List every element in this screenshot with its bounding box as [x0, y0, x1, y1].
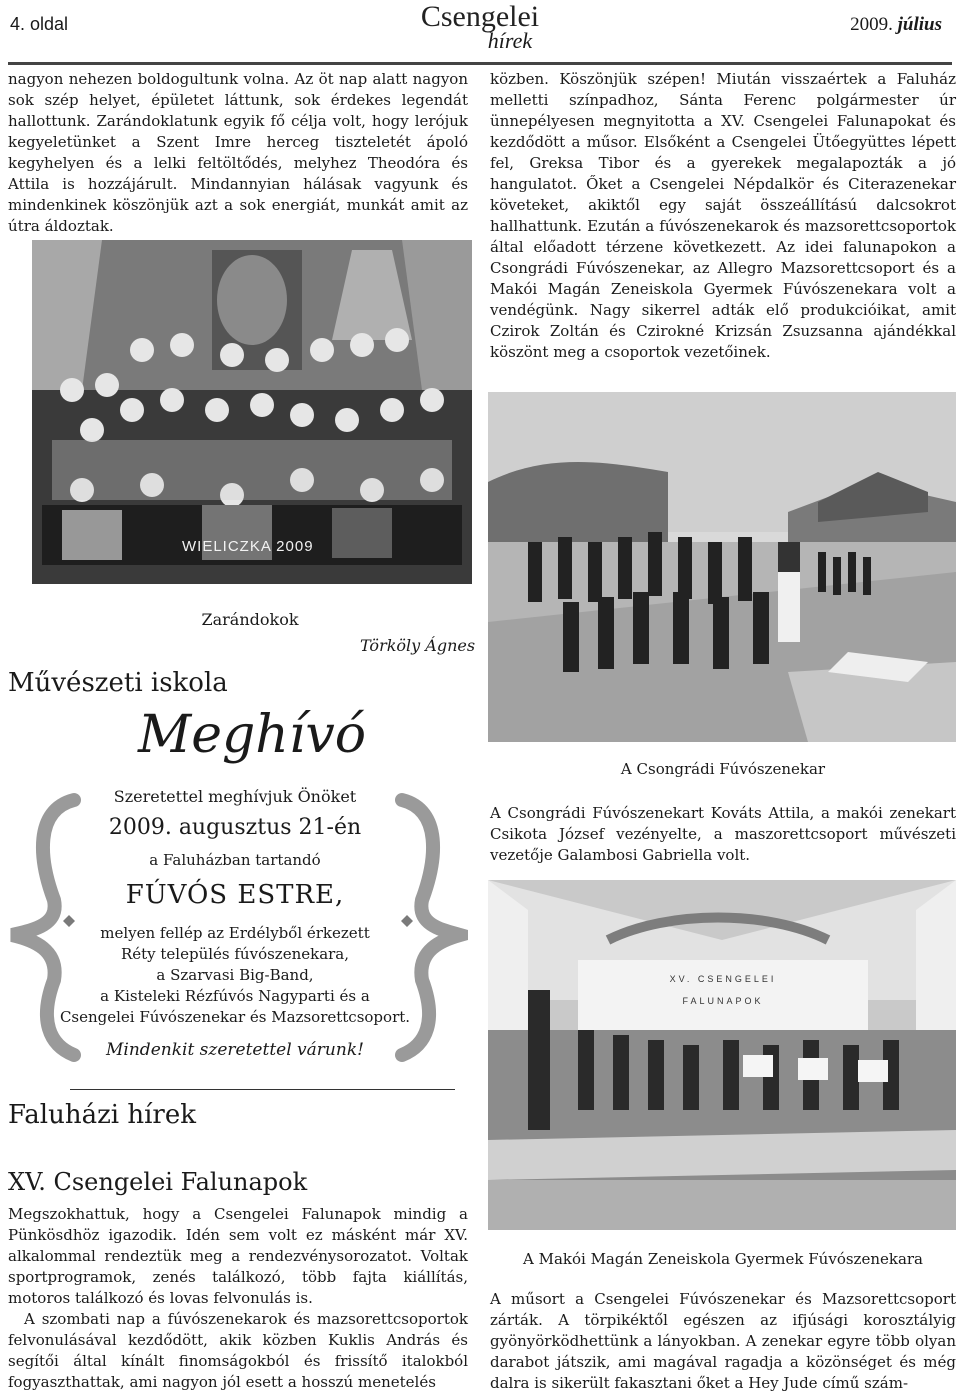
- invite-line-9: Csengelei Fúvószenekar és Mazsorettcsoport.: [59, 1008, 411, 1026]
- photo-caption-csongradi: A Csongrádi Fúvószenekar: [620, 760, 826, 778]
- photo-caption-makoi: A Makói Magán Zeneiskola Gyermek Fúvószenekara: [522, 1250, 924, 1268]
- banner-line-1: XV. CSENGELEI: [669, 974, 777, 984]
- pilgrimage-article: [8, 69, 468, 237]
- author-byline: Törköly Ágnes: [360, 636, 476, 655]
- invite-closing: Mindenkit szeretettel várunk!: [106, 1040, 364, 1060]
- conductors-paragraph: A Csongrádi Fúvószenekart Kováts Attila, a makói zenekart Csikota József vezényelte, a maszorettcsoport művészeti vezetője Galambosi Gabriella volt.: [490, 804, 956, 864]
- photo-caption-pilgrims: Zarándokok: [201, 610, 299, 629]
- falunapok-continued: [490, 69, 956, 363]
- falunapok-paragraph-1: Megszokhattuk, hogy a Csengelei Falunapok mindig a Pünkösdhöz igazodik. Idén sem volt ez másként már XV. alkalommal rendeztük meg a rendezvénysorozatot. Voltak sportprogramok, zenés találkozó, több fajta kiállítás, motoros találkozó és lovas felvonulás is.: [8, 1205, 468, 1307]
- art-school-heading: Művészeti iskola: [8, 668, 228, 698]
- group-photo: [32, 240, 472, 584]
- right-paragraph-1: közben. Köszönjük szépen! Miután visszaértek a Faluház melletti színpadhoz, Sánta Ferenc polgármester úr ünnepélyesen megnyitotta a XV. Csengelei Falunapokat és kezdődött a műsor. Elsőként a Csengelei Ütőegyüttes lépett fel, Greksa Tibor és a gyerekek megalapozták a jó hangulatot. Őket a Csengelei Népdalkör és Citerazenekar követeket, akiktől egy saját összeállítású dalcsokrot hallhattunk. Ezután a fúvószenekarok és mazsorettcsoportok által előadott térzene következett. Az idei falunapokon a Csongrádi Fúvószenekar, az Allegro Mazsorettcsoport és a Makói Magán Zeneiskola Gyermek Fúvószenekara volt a vendégünk. Nagy sikerrel adták elő produkcióikat, amit Czirok Zoltán és Czirokné Krizsán Zsuzsanna ajándékkal köszönt meg a csoportok vezetőinek.: [490, 70, 956, 361]
- parade-photo: [488, 392, 956, 742]
- falunapok-article: [8, 1204, 468, 1393]
- invite-line-6: Réty település fúvószenekara,: [120, 945, 350, 963]
- invite-line-8: a Kisteleki Rézfúvós Nagyparti és a: [100, 987, 370, 1005]
- issue-date: [850, 14, 942, 36]
- pilgrimage-paragraph: nagyon nehezen boldogultunk volna. Az öt nap alatt nagyon sok szép helyet, épületet láttunk, sok érdekes legendát hallottunk. Zarándoklatunk egyik fő célja volt, hogy lerójuk kegyeletünket a Szent Imre herceg tiszteletét ápoló kegyhelyen és a lelki feltöltődés, melyhez Theodóra és Attila is hozzájárult. Mindannyian hálásak vagyunk és mindenkinek köszönjük azt a sok energiát, munkát amit az útra áldoztak.: [8, 70, 468, 235]
- photo-stamp: WIELICZKA 2009: [182, 538, 314, 555]
- closing-paragraph: A műsort a Csengelei Fúvószenekar és Mazsorettcsoport zárták. A törpikéktől egészen az ifjúsági korosztályig gyönyörködhettünk a lányokban. A zenekar egyre több olyan darabot játszik, ami magával ragadja a közönséget és még dalra is sikerült fakasztani őket a Hey Jude című szám-: [490, 1290, 956, 1392]
- banner-line-2: FALUNAPOK: [682, 996, 764, 1006]
- stage-photo: [488, 880, 956, 1230]
- header-rule: [8, 62, 952, 65]
- page-header: [0, 0, 960, 64]
- invite-event-name: FÚVÓS ESTRE,: [125, 880, 345, 910]
- section-divider: [70, 1089, 455, 1090]
- page-number: 4. oldal: [10, 14, 69, 34]
- masthead: [0, 0, 960, 53]
- faluhazi-heading: Faluházi hírek: [8, 1100, 196, 1130]
- falunapok-paragraph-2: A szombati nap a fúvószenekarok és mazsorettcsoportok felvonulásával kezdődött, akik közben Kuklis András és segítői által kínált finomságokból és frissítő italokból fogyaszthattak, ami nagyon jól esett a hosszú menetelés: [8, 1310, 468, 1391]
- invite-line-1: Szeretettel meghívjuk Önöket: [113, 787, 357, 806]
- invite-date: 2009. augusztus 21-én: [108, 815, 362, 840]
- issue-year: 2009.: [850, 14, 893, 35]
- invite-line-3: a Faluházban tartandó: [149, 851, 321, 869]
- issue-month: július: [897, 14, 942, 35]
- invite-line-5: melyen fellép az Erdélyből érkezett: [100, 924, 370, 942]
- invite-line-7: a Szarvasi Big-Band,: [156, 966, 314, 984]
- masthead-title: Csengelei: [420, 0, 540, 33]
- invitation-title: Meghívó: [138, 705, 367, 765]
- masthead-subtitle: hírek: [487, 28, 533, 53]
- falunapok-subheading: XV. Csengelei Falunapok: [8, 1168, 308, 1196]
